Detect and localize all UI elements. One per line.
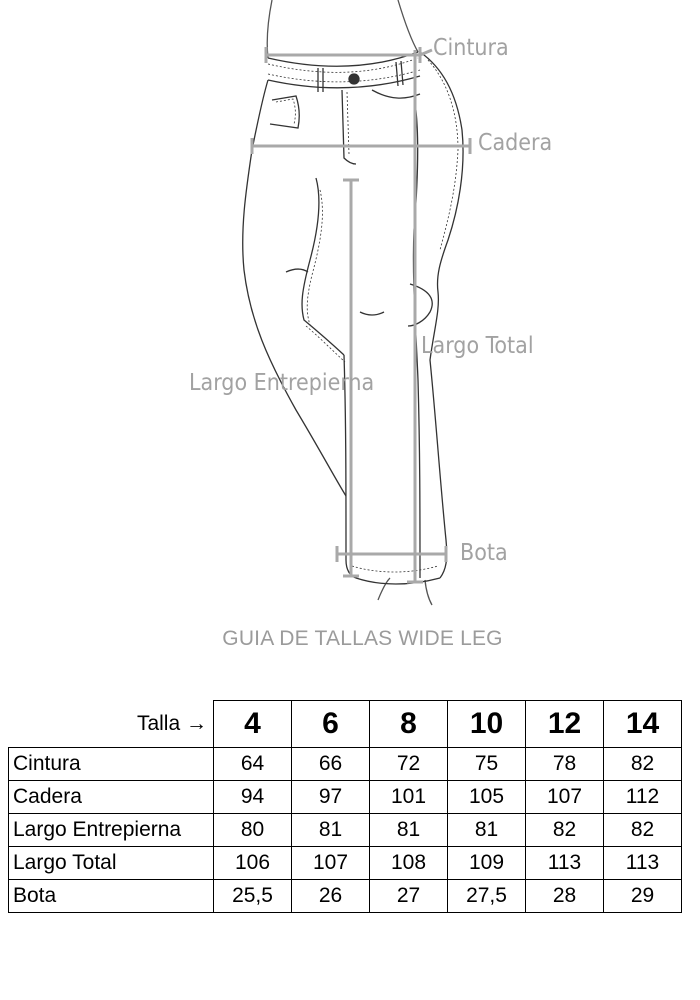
- cell-value: 29: [604, 880, 682, 913]
- cell-value: 97: [292, 781, 370, 814]
- size-table: [8, 700, 682, 913]
- cell-value: 66: [292, 748, 370, 781]
- cell-value: 25,5: [214, 880, 292, 913]
- talla-label: Talla: [136, 711, 181, 735]
- table-row: [9, 748, 682, 781]
- size-col-header: 4: [214, 701, 292, 748]
- cell-value: 107: [292, 847, 370, 880]
- cell-value: 82: [526, 814, 604, 847]
- cell-value: 27: [370, 880, 448, 913]
- largo-total-label: Largo Total: [421, 333, 534, 359]
- size-guide-title: GUIA DE TALLAS WIDE LEG: [222, 627, 503, 650]
- cell-value: 81: [370, 814, 448, 847]
- table-row: [9, 880, 682, 913]
- cell-value: 94: [214, 781, 292, 814]
- row-label: Cadera: [9, 781, 214, 814]
- size-col-header: 10: [448, 701, 526, 748]
- cell-value: 82: [604, 748, 682, 781]
- cell-value: 80: [214, 814, 292, 847]
- arrow-right-icon: →: [186, 711, 207, 735]
- cell-value: 81: [448, 814, 526, 847]
- largo-entrepierna-label: Largo Entrepierna: [189, 370, 375, 396]
- size-col-header: 12: [526, 701, 604, 748]
- cintura-label: Cintura: [433, 35, 509, 61]
- cell-value: 113: [526, 847, 604, 880]
- row-label: Bota: [9, 880, 214, 913]
- cell-value: 107: [526, 781, 604, 814]
- row-label: Largo Total: [9, 847, 214, 880]
- cell-value: 28: [526, 880, 604, 913]
- talla-header: [9, 701, 214, 748]
- cell-value: 75: [448, 748, 526, 781]
- cell-value: 64: [214, 748, 292, 781]
- size-col-header: 6: [292, 701, 370, 748]
- row-label: Largo Entrepierna: [9, 814, 214, 847]
- cell-value: 109: [448, 847, 526, 880]
- cell-value: 27,5: [448, 880, 526, 913]
- size-header-row: [9, 701, 682, 748]
- jeans-drawing: [243, 52, 463, 584]
- cell-value: 26: [292, 880, 370, 913]
- bota-label: Bota: [460, 540, 508, 566]
- table-row: [9, 847, 682, 880]
- cell-value: 101: [370, 781, 448, 814]
- row-label: Cintura: [9, 748, 214, 781]
- cell-value: 82: [604, 814, 682, 847]
- table-row: [9, 781, 682, 814]
- cell-value: 105: [448, 781, 526, 814]
- cell-value: 112: [604, 781, 682, 814]
- cadera-label: Cadera: [478, 130, 553, 156]
- size-col-header: 14: [604, 701, 682, 748]
- size-col-header: 8: [370, 701, 448, 748]
- cell-value: 78: [526, 748, 604, 781]
- cell-value: 108: [370, 847, 448, 880]
- cell-value: 106: [214, 847, 292, 880]
- cell-value: 113: [604, 847, 682, 880]
- cell-value: 81: [292, 814, 370, 847]
- cell-value: 72: [370, 748, 448, 781]
- table-row: [9, 814, 682, 847]
